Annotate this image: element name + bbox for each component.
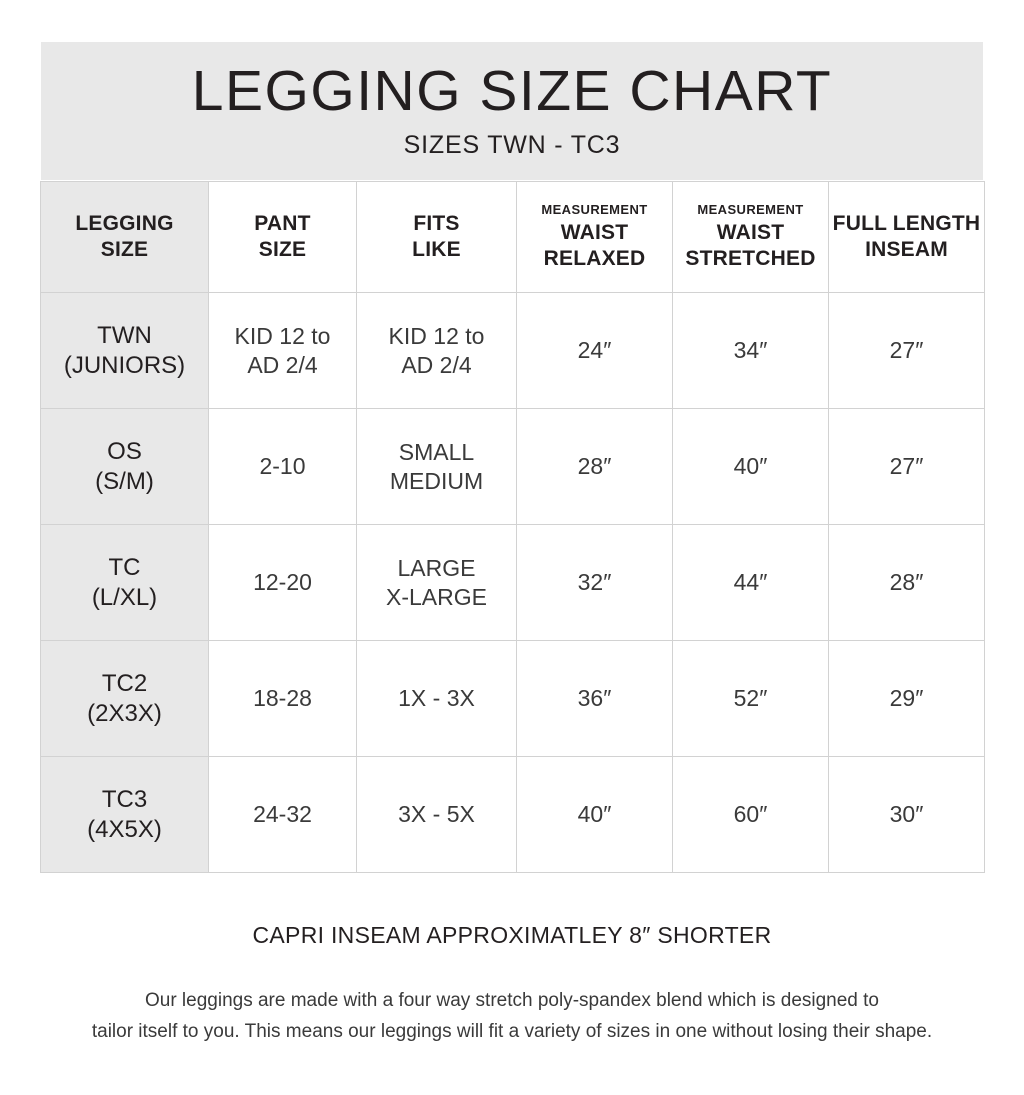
cell-pant-size: KID 12 to AD 2/4 <box>209 293 357 409</box>
cell-legging-size: TC2 (2X3X) <box>41 641 209 757</box>
fabric-description-line-1: Our leggings are made with a four way stretch poly-spandex blend which is designed to <box>144 990 879 1011</box>
cell-waist-stretched: 44″ <box>673 525 829 641</box>
table-row <box>41 757 985 873</box>
cell-full-length-inseam: 27″ <box>829 409 985 525</box>
capri-inseam-note: CAPRI INSEAM APPROXIMATLEY 8″ SHORTER <box>252 922 772 948</box>
cell-pant-size: 2-10 <box>209 409 357 525</box>
page-subtitle: SIZES TWN - TC3 <box>403 131 621 160</box>
cell-pant-size: 12-20 <box>209 525 357 641</box>
title-block <box>40 41 984 181</box>
column-header-legging-size: LEGGING SIZE <box>41 182 209 293</box>
cell-legging-size: TC3 (4X5X) <box>41 757 209 873</box>
cell-waist-relaxed: 40″ <box>517 757 673 873</box>
cell-waist-stretched: 34″ <box>673 293 829 409</box>
column-header-full-length-inseam: FULL LENGTH INSEAM <box>829 182 985 293</box>
table-row <box>41 409 985 525</box>
cell-legging-size: OS (S/M) <box>41 409 209 525</box>
cell-waist-relaxed: 28″ <box>517 409 673 525</box>
column-header-fits-like: FITS LIKE <box>357 182 517 293</box>
cell-fits-like: 1X - 3X <box>357 641 517 757</box>
fabric-description <box>0 985 1024 1048</box>
cell-full-length-inseam: 27″ <box>829 293 985 409</box>
table-row <box>41 525 985 641</box>
table-body <box>41 293 985 873</box>
column-header-waist-stretched: MEASUREMENT WAIST STRETCHED <box>673 182 829 293</box>
cell-pant-size: 18-28 <box>209 641 357 757</box>
cell-waist-relaxed: 36″ <box>517 641 673 757</box>
cell-legging-size: TC (L/XL) <box>41 525 209 641</box>
cell-pant-size: 24-32 <box>209 757 357 873</box>
cell-full-length-inseam: 30″ <box>829 757 985 873</box>
table-row <box>41 641 985 757</box>
cell-waist-stretched: 60″ <box>673 757 829 873</box>
measurement-eyebrow: MEASUREMENT <box>541 202 648 218</box>
cell-waist-relaxed: 32″ <box>517 525 673 641</box>
cell-full-length-inseam: 28″ <box>829 525 985 641</box>
table-header <box>41 182 985 293</box>
table-header-row <box>41 182 985 293</box>
cell-fits-like: SMALL MEDIUM <box>357 409 517 525</box>
table-row <box>41 293 985 409</box>
fabric-description-line-2: tailor itself to you. This means our leggings will fit a variety of sizes in one without losing their shape. <box>91 1021 933 1043</box>
cell-waist-stretched: 40″ <box>673 409 829 525</box>
cell-waist-stretched: 52″ <box>673 641 829 757</box>
measurement-eyebrow: MEASUREMENT <box>697 202 804 218</box>
page-title: LEGGING SIZE CHART <box>191 58 833 123</box>
size-chart-table <box>40 181 985 873</box>
cell-fits-like: 3X - 5X <box>357 757 517 873</box>
cell-fits-like: LARGE X-LARGE <box>357 525 517 641</box>
cell-legging-size: TWN (JUNIORS) <box>41 293 209 409</box>
cell-waist-relaxed: 24″ <box>517 293 673 409</box>
cell-full-length-inseam: 29″ <box>829 641 985 757</box>
column-header-waist-relaxed: MEASUREMENT WAIST RELAXED <box>517 182 673 293</box>
cell-fits-like: KID 12 to AD 2/4 <box>357 293 517 409</box>
column-header-pant-size: PANT SIZE <box>209 182 357 293</box>
